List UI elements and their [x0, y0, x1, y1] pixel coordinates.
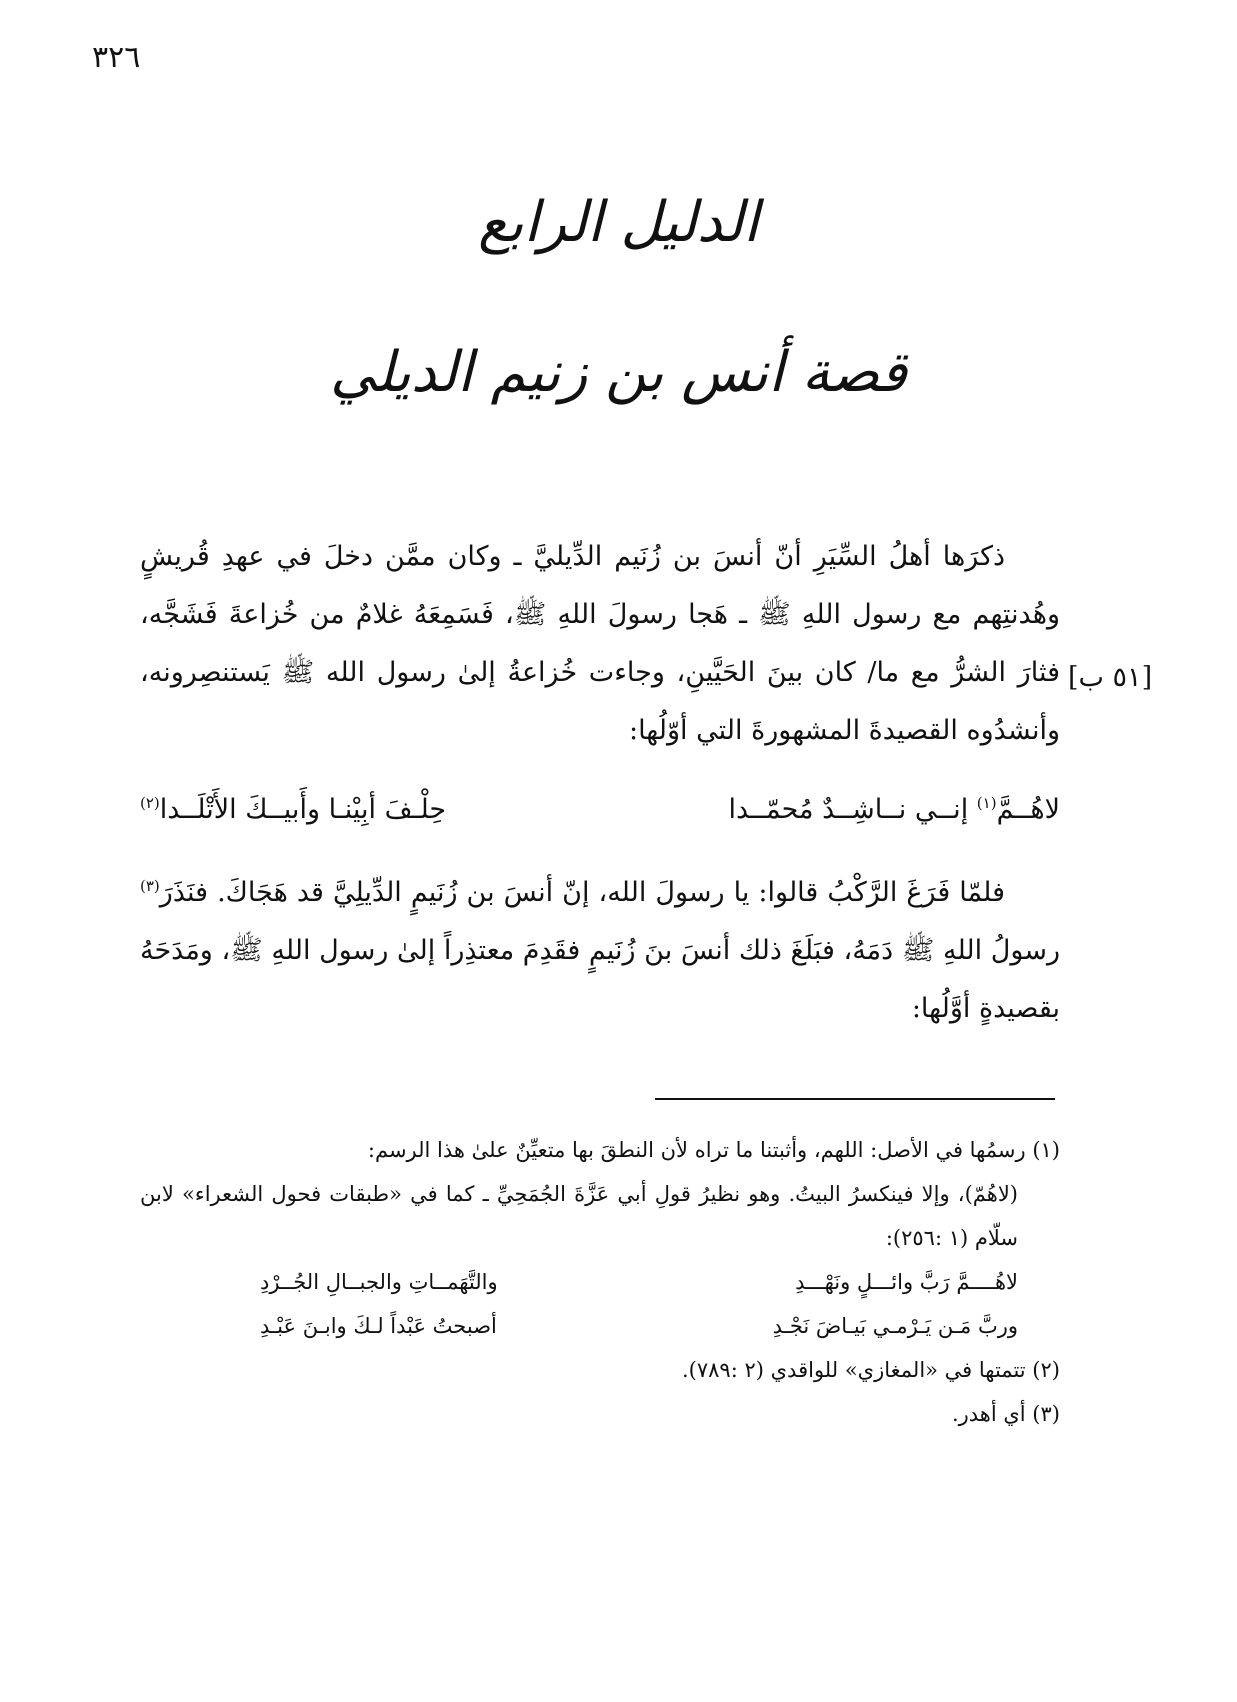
paragraph-2-part-a: فلمّا فَرَغَ الرَّكْبُ قالوا: يا رسولَ الله، إنّ أنسَ بن زُنَيمٍ الدِّيلِيَّ قد هَجَاكَ. فنَذَرَ: [159, 877, 1005, 908]
chapter-title: الدليل الرابع: [478, 190, 759, 255]
footnote-ref-1[interactable]: (١): [976, 794, 997, 812]
footnote-1-continuation: (لاهُمّ)، وإلا فينكسرُ البيتُ. وهو نظيرُ قولِ أبي عَزَّةَ الجُمَحِيِّ ـ كما في «طبقات فحول الشعراء» لابن سلّام (١ :٢٥٦):: [140, 1182, 1018, 1250]
footnote-divider: [655, 1098, 1055, 1100]
footnote-1-verse-2-b: أصبحتُ عَبْداً لـكَ وابـنَ عَبْـدِ: [260, 1314, 497, 1338]
paragraph-2-part-b: رسولُ اللهِ ﷺ دَمَهُ، فبَلَغَ ذلك أنسَ بنَ زُنَيمٍ فقَدِمَ معتذِراً إلىٰ رسول اللهِ ﷺ، ومَدَحَهُ بقصيدةٍ أوَّلُها:: [140, 935, 1060, 1024]
chapter-subtitle: قصة أنس بن زنيم الديلي: [330, 340, 907, 405]
paragraph-1: ذكرَها أهلُ السِّيَرِ أنّ أنسَ بن زُنَيم الدِّيليَّ ـ وكان ممَّن دخلَ في عهدِ قُريشٍ وهُدنتِهم مع رسول اللهِ ﷺ ـ هَجا رسولَ اللهِ ﷺ، فَسَمِعَهُ غلامٌ من خُزاعةَ فَشَجَّه، فثارَ الشرُّ مع ما/ كان بينَ الحَيَّينِ، وجاءت خُزاعةُ إلىٰ رسول الله ﷺ يَستنصِرونه، وأنشدُوه القصيدةَ المشهورةَ التي أوّلُها:: [140, 541, 1060, 746]
footnote-ref-3[interactable]: (٣): [140, 877, 160, 895]
verse-1-second-hemistich: [140, 774, 446, 839]
paragraph-2: [140, 857, 1060, 1038]
footnote-3: (٣) أي أهدر.: [951, 1402, 1060, 1426]
footnote-1-verse-1-b: والتَّهَمــاتِ والجبــالِ الجُــرْدِ: [260, 1270, 498, 1294]
verse-1-first-rest: إنــي نــاشِــدٌ مُحمّــدا: [728, 794, 977, 825]
footnote-ref-2[interactable]: (٢): [140, 794, 160, 812]
page-number: ٣٢٦: [92, 40, 141, 75]
footnote-1-verse-1-a: لاهُــــمَّ رَبَّ وائـــلٍ ونَهْـــدِ: [795, 1270, 1018, 1294]
footnote-1-verse-2-a: وربَّ مَـن يَـرْمـي بَيـاضَ نَجْـدِ: [772, 1314, 1018, 1338]
verse-1-first-word: لاهُــمَّ: [996, 794, 1060, 825]
footnote-1-verse-1: [140, 1260, 1060, 1304]
folio-marker: [٥١ ب]: [1068, 662, 1153, 693]
verse-1: [140, 774, 1060, 839]
main-text: [140, 528, 1060, 1038]
footnote-1-verse-2: [140, 1304, 1060, 1348]
verse-1-first-hemistich: [729, 774, 1060, 839]
verse-1-second-text: حِلْـفَ أبِيْنـا وأَبيــكَ الأَتْلَــدا: [159, 794, 447, 825]
footnote-1-text: رسمُها في الأصل: اللهم، وأثبتنا ما تراه لأن النطقَ بها متعيِّنٌ علىٰ هذا الرسم:: [367, 1138, 1026, 1162]
footnote-2: (٢) تتمتها في «المغازي» للواقدي (٢ :٧٨٩).: [681, 1358, 1060, 1382]
footnotes: [140, 1128, 1060, 1436]
footnote-1-number: (١): [1032, 1138, 1060, 1162]
footnote-1: [140, 1128, 1060, 1172]
